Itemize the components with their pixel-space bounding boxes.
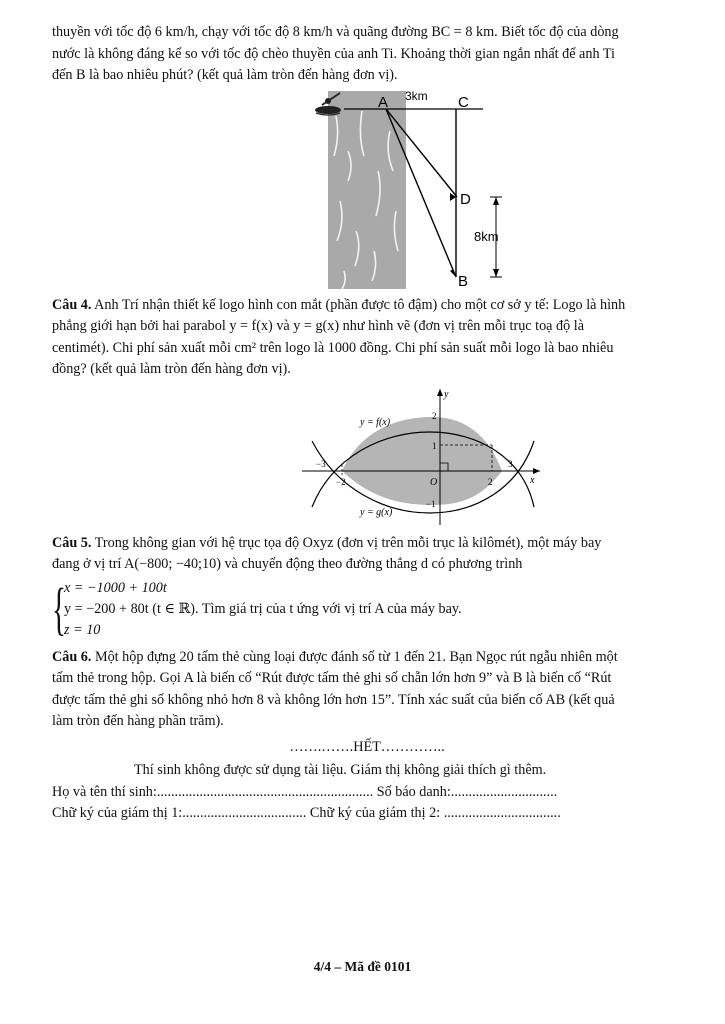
- label-c: C: [458, 93, 469, 111]
- q3-line-2: nước là không đáng kể so với tốc độ chèo thuyền của anh Ti. Khoảng thời gian ngắn nhất để anh Ti: [52, 45, 615, 62]
- label-a: A: [378, 93, 389, 111]
- q4-line-3: centimét). Chi phí sản xuất mỗi cm² trên logo là 1000 đồng. Chi phí sản suất mỗi logo là bao nhiêu: [52, 339, 614, 356]
- q5-equation-system: [52, 578, 682, 641]
- label-b: B: [458, 272, 469, 289]
- y-axis-label: y: [444, 388, 449, 400]
- tick-x3: 3: [508, 458, 513, 469]
- x-axis-label: x: [530, 474, 535, 486]
- q6-line-3: được tấm thẻ ghi số không nhỏ hơn 8 và không lớn hơn 15”. Tính xác suất của biến cố AB (kết quả: [52, 691, 615, 708]
- eye-shaded-region: [342, 417, 502, 505]
- q5-text-1: Trong không gian với hệ trục tọa độ Oxyz (đơn vị trên mỗi trục là kilômét), một máy bay: [91, 534, 602, 551]
- q4-label: Câu 4.: [52, 296, 92, 313]
- tick-xm3: −3: [316, 458, 326, 469]
- river-band: [328, 91, 406, 289]
- exam-notice: Thí sinh không được sử dụng tài liệu. Giám thị không giải thích gì thêm.: [134, 762, 547, 778]
- tick-xm2: −2: [336, 476, 346, 487]
- q5-eq-2: y = −200 + 80t (t ∈ ℝ). Tìm giá trị của t ứng với vị trí A của máy bay.: [64, 600, 462, 617]
- tick-y2: 2: [432, 410, 437, 421]
- q4-line-1: [52, 295, 682, 317]
- label-8km: 8km: [474, 228, 499, 244]
- q4-line-2: phẳng giới hạn bởi hai parabol y = f(x) và y = g(x) như hình vẽ (đơn vị trên mỗi trục toạ độ là: [52, 318, 584, 334]
- label-d: D: [460, 190, 471, 208]
- g-label: y = g(x): [360, 506, 393, 518]
- candidate-name-line: Họ và tên thí sinh:............................................................. Số báo danh:..............................: [52, 783, 558, 800]
- river-figure: [278, 91, 518, 289]
- q5-eq-1: x = −1000 + 100t: [64, 579, 167, 596]
- tick-ym1: −1: [426, 498, 436, 509]
- eye-logo-graph: [302, 387, 542, 527]
- q6-line-4: làm tròn đến hàng phần trăm).: [52, 713, 224, 729]
- proctor-signature-line: Chữ ký của giám thị 1:................................... Chữ ký của giám thị 2: .................................: [52, 805, 561, 821]
- q5-eq-3: z = 10: [64, 621, 101, 638]
- origin-label: O: [430, 476, 438, 488]
- q3-line-1: thuyền với tốc độ 6 km/h, chạy với tốc độ 8 km/h và quãng đường BC = 8 km. Biết tốc độ của dòng: [52, 24, 619, 40]
- end-marker: …….…….HẾT…………..: [289, 738, 445, 755]
- q6-label: Câu 6.: [52, 648, 92, 665]
- system-brace: {: [52, 576, 66, 641]
- q6-line-2: tấm thẻ trong hộp. Gọi A là biến cố “Rút được tấm thẻ ghi số chẵn lớn hơn 9” và B là biến cố “Rút: [52, 670, 612, 686]
- tick-x2: 2: [488, 476, 493, 487]
- page-footer: 4/4 – Mã đề 0101: [313, 959, 412, 974]
- label-3km: 3km: [405, 90, 428, 103]
- q4-text-1: Anh Trí nhận thiết kế logo hình con mắt (phần được tô đậm) cho một cơ sở y tế: Logo là hình: [91, 296, 626, 313]
- q6-line-1: [52, 647, 682, 669]
- q4-line-4: đồng? (kết quả làm tròn đến hàng đơn vị).: [52, 361, 291, 377]
- exam-page: [52, 22, 682, 825]
- q5-label: Câu 5.: [52, 534, 92, 551]
- tick-y1: 1: [432, 440, 437, 451]
- f-label: y = f(x): [360, 416, 391, 428]
- q6-text-1: Một hộp đựng 20 tấm thẻ cùng loại được đánh số từ 1 đến 21. Bạn Ngọc rút ngẫu nhiên một: [91, 648, 618, 665]
- q3-line-3: đến B là bao nhiêu phút? (kết quả làm tròn đến hàng đơn vị).: [52, 67, 398, 83]
- q5-line-1: [52, 533, 682, 555]
- q5-line-2: đang ở vị trí A(−800; −40;10) và chuyển động theo đường thẳng d có phương trình: [52, 556, 523, 572]
